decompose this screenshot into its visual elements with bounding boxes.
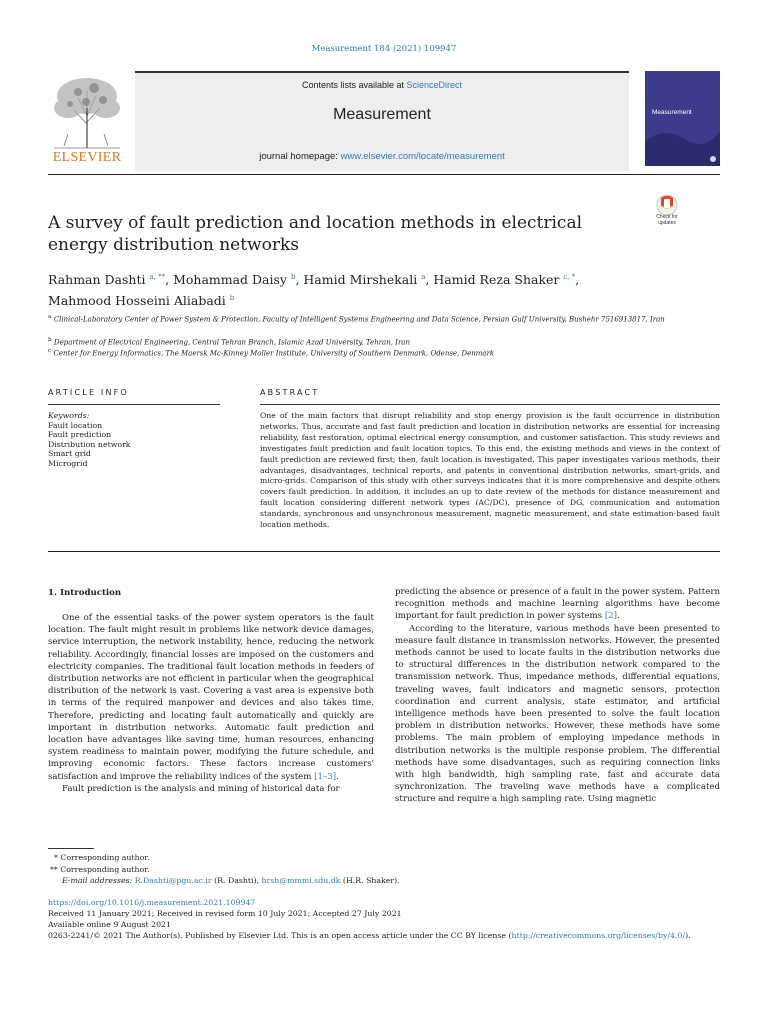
- email-label: E-mail addresses:: [62, 876, 135, 885]
- footnote-divider: [48, 848, 94, 849]
- keyword-item: Distribution network: [48, 439, 131, 449]
- cover-graphic: [645, 121, 720, 166]
- author-affil-marker[interactable]: b: [229, 294, 235, 303]
- license-line: [48, 930, 728, 941]
- keyword-item: Microgrid: [48, 458, 88, 468]
- check-updates-label: Check for updates: [656, 214, 678, 226]
- affiliation: [48, 346, 668, 358]
- left-column: [48, 612, 374, 795]
- contents-line: [135, 80, 629, 90]
- author-name: Mohammad Daisy: [173, 272, 287, 288]
- abstract-text: One of the main factors that disrupt reliability and stop energy provision is the fault occurrence in distribution networks. Thus, accurate and fast fault prediction and location in distribution networks are essential for increasing reliability, fast restoration, optimal electrical energy consumption, and customer satisfaction. This study reviews and investigates fault prediction and fault location topics. To this end, the existing methods and views in the context of fault prediction are reviewed first; then, fault location is investigated. This paper investigates various methods, their advantages, disadvantages, technical reports, and patents in conventional distribution networks, smart-grids, and micro-grids. Comparison of this study with other surveys indicates that it is more comprehensive and despite others covers fault prediction. In addition, it includes an up to date review of the methods for distance measurement and fault location considering different network types (AC/DC), presence of DG, communication and automation standards, synchronous and unsynchronous measurement, magnetic measurement, and state estimation-based fault location methods.: [260, 411, 720, 530]
- license-link[interactable]: http://creativecommons.org/licenses/by/4.0/: [511, 931, 686, 940]
- author-list: Rahman Dashti $^{a, **}$, Mohammad Daisy $^b$, Hamid Mirshekali $^a$, Hamid Reza Shaker $^{c, *}$, Mahmood Hosseini Aliabadi $^b$: [48, 272, 580, 309]
- check-for-updates-badge[interactable]: [648, 193, 686, 229]
- abstract-heading: ABSTRACT: [260, 388, 320, 397]
- email-owner: (H.R. Shaker).: [340, 876, 400, 885]
- journal-name: Measurement: [333, 106, 431, 123]
- corresponding-author-note: ** Corresponding author.: [50, 864, 150, 874]
- affiliation: [48, 312, 668, 324]
- sciencedirect-link[interactable]: ScienceDirect: [406, 80, 463, 90]
- email-link[interactable]: hrsh@mmmi.sdu.dk: [261, 876, 341, 885]
- right-column: [395, 586, 720, 806]
- email-owner: (R. Dashti),: [211, 876, 262, 885]
- paragraph: predicting the absence or presence of a fault in the power system. Pattern recognition methods and machine learning algorithms have become important for fault prediction in power systems [2].: [395, 587, 720, 622]
- corresponding-author-note: * Corresponding author.: [54, 853, 150, 862]
- keywords-block: [48, 411, 228, 469]
- header-divider: [48, 174, 720, 175]
- paragraph-text: predicting the absence or presence of a fault in the power system. Pattern recognition methods and machine learning algorithms have become important for fault prediction in power systems: [395, 587, 720, 622]
- author-affil-marker[interactable]: b: [290, 273, 296, 281]
- keywords-label: Keywords:: [48, 411, 90, 420]
- homepage-link[interactable]: www.elsevier.com/locate/measurement: [340, 151, 505, 162]
- email-line: [48, 875, 448, 887]
- received-dates: Received 11 January 2021; Received in revised form 10 July 2021; Accepted 27 July 2021: [48, 909, 402, 918]
- journal-homepage-line: [135, 151, 629, 162]
- journal-cover-image[interactable]: [645, 71, 720, 166]
- paragraph: Fault prediction is the analysis and mining of historical data for: [62, 783, 340, 794]
- email-link[interactable]: R.Dashti@pgu.ac.ir: [134, 876, 212, 885]
- homepage-prefix: journal homepage:: [259, 151, 341, 162]
- footnotes: [48, 852, 448, 887]
- affiliation-text: Center for Energy Informatics, The Maersk Mc-Kinney Moller Institute, University of Southern Denmark, Odense, Denmark: [53, 349, 495, 358]
- author-name: Hamid Mirshekali: [303, 272, 418, 288]
- license-text: 0263-2241/© 2021 The Author(s). Published by Elsevier Ltd. This is an open access article under the CC BY license (: [48, 931, 512, 940]
- author-name: Hamid Reza Shaker: [433, 272, 560, 288]
- article-metadata: [48, 897, 728, 941]
- section-heading-introduction: 1. Introduction: [48, 588, 122, 598]
- paragraph-text: One of the essential tasks of the power system operators is the fault location. The fault might result in problems like network device damages, service interruption, the network instability, hence, reducing the network reliability. Accordingly, financial losses are imposed on the customers and electricity companies. The traditional fault location methods in feeders of distribution networks are not efficient in particular when the geographical distribution of the network is vast. Covering a vast area is expensive both in terms of the required manpower and devices and also takes time. Therefore, predicting and locating fault automatically and quickly are important in distribution networks. Automatic fault prediction and location have advantages like saving time, human resources, enhancing system readiness to maintain power, modifying the future schedule, and improving economic factors. These factors increase customers' satisfaction and improve the reliability indices of the system: [48, 613, 374, 782]
- paragraph: One of the essential tasks of the power system operators is the fault location. The fault might result in problems like network device damages, service interruption, the network instability, hence, reducing the network reliability. Accordingly, financial losses are imposed on the customers and electricity companies. The traditional fault location methods in feeders of distribution networks are not efficient in particular when the geographical distribution of the network is vast. Covering a vast area is expensive both in terms of the required manpower and devices and also takes time. Therefore, predicting and locating fault automatically and quickly are important in distribution networks. Automatic fault prediction and location have advantages like saving time, human resources, enhancing system readiness to maintain power, modifying the future schedule, and improving economic factors. These factors increase customers' satisfaction and improve the reliability indices of the system [1–3].: [48, 613, 374, 782]
- doi-link[interactable]: https://doi.org/10.1016/j.measurement.2021.109947: [48, 898, 256, 907]
- journal-citation[interactable]: Measurement 184 (2021) 109947: [311, 44, 457, 54]
- author-affil-marker[interactable]: a, **: [149, 273, 166, 281]
- citation-link[interactable]: [1–3]: [314, 771, 337, 782]
- cover-title: Measurement: [652, 109, 692, 116]
- article-title: A survey of fault prediction and location methods in electrical energy distribution networks: [48, 213, 583, 255]
- abstract-bottom-divider: [48, 551, 720, 552]
- license-suffix: ).: [685, 931, 691, 940]
- affiliation-marker: a: [48, 314, 52, 320]
- keyword-item: Fault prediction: [48, 430, 112, 440]
- affiliation-text: Clinical-Laboratory Center of Power System & Protection, Faculty of Intelligent Systems Engineering and Data Science, Persian Gulf University, Bushehr 7516913817, Iran: [53, 315, 665, 324]
- available-online: Available online 9 August 2021: [48, 920, 171, 929]
- elsevier-wordmark[interactable]: ELSEVIER: [52, 150, 122, 165]
- affiliation-text: Department of Electrical Engineering, Central Tehran Branch, Islamic Azad University, Tehran, Iran: [53, 338, 410, 347]
- contents-prefix: Contents lists available at: [301, 80, 407, 90]
- author-name: Rahman Dashti: [48, 272, 146, 288]
- author-affil-marker[interactable]: c, *: [563, 273, 576, 281]
- abstract-divider: [260, 404, 720, 405]
- affiliation-marker: c: [48, 348, 52, 354]
- keyword-item: Smart grid: [48, 449, 91, 459]
- citation-link[interactable]: [2]: [604, 611, 618, 622]
- author-affil-marker[interactable]: a: [421, 273, 426, 281]
- affiliation-marker: b: [48, 337, 52, 343]
- article-info-heading: ARTICLE INFO: [48, 388, 129, 397]
- keyword-item: Fault location: [48, 420, 103, 430]
- author-name: Mahmood Hosseini Aliabadi: [48, 293, 226, 309]
- article-info-divider: [48, 404, 220, 405]
- paragraph: According to the literature, various methods have been presented to measure fault distance in transmission networks. However, the presented methods cannot be used to locate faults in the distribution networks due to structural differences in the distribution network compared to the transmission network. Thus, impedance methods, differential equations, traveling waves, fault indicators and magnetic sensors, protection coordination and current analysis, state estimator, and artificial intelligence methods have been presented to solve the fault location problem in distribution networks. However, these methods have some problems. The main problem of employing impedance methods in distribution networks is the multiple response problem. The differential methods have some disadvantages, such as requiring connection links with high bandwidth, high sampling rate, fast and accurate data synchronization. The traveling wave methods have a complicated structure and require a high sampling rate. Using magnetic: [395, 623, 720, 805]
